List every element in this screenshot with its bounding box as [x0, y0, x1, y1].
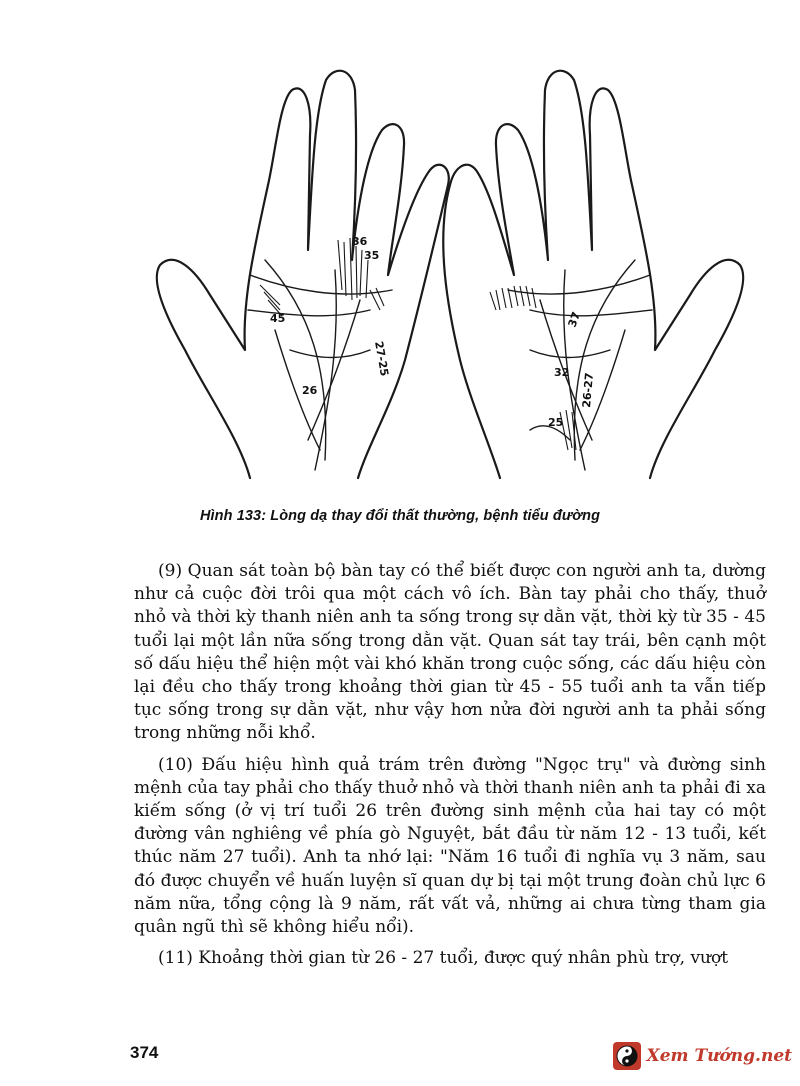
figure-caption: Hình 133: Lòng dạ thay đổi thất thường, bệnh tiểu đường [199, 508, 601, 524]
label-left-27-25: 27-25 [372, 340, 391, 378]
yin-yang-icon [613, 1042, 641, 1070]
paragraph-9: (9) Quan sát toàn bộ bàn tay có thể biết được con người anh ta, dường như cả cuộc đời trôi qua một cách vô ích. Bàn tay phải cho thấy, thuở nhỏ và thời kỳ thanh niên anh ta sống trong sự dằn vặt, thời kỳ từ 35 - 45 tuổi lại một lần nữa sống trong dằn vặt. Quan sát tay trái, bên cạnh một số dấu hiệu thể hiện một vài khó khăn trong cuộc sống, các dấu hiệu còn lại đều cho thấy trong khoảng thời gian từ 45 - 55 tuổi anh ta vẫn tiếp tục sống trong sự dằn vặt, như vậy hơn nửa đời người anh ta phải sống trong những nỗi khổ. [134, 561, 766, 744]
right-hand [443, 71, 743, 478]
label-right-32: 32 [554, 366, 570, 379]
watermark [613, 1040, 792, 1072]
label-right-25: 25 [548, 416, 564, 429]
label-left-36: 36 [352, 235, 368, 248]
label-left-35: 35 [364, 249, 380, 262]
paragraph-11: (11) Khoảng thời gian từ 26 - 27 tuổi, được quý nhân phù trợ, vượt [158, 948, 729, 969]
watermark-text: Xem Tướng.net [646, 1046, 792, 1066]
label-right-26-27: 26-27 [580, 372, 597, 409]
paragraph-10: (10) Đấu hiệu hình quả trám trên đường "Ngọc trụ" và đường sinh mệnh của tay phải cho thấy thuở nhỏ và thời thanh niên anh ta phải đi xa kiếm sống (ở vị trí tuổi 26 trên đường sinh mệnh của hai tay có một đường vân nghiêng về phía gò Nguyệt, bắt đầu từ năm 12 - 13 tuổi, kết thúc năm 27 tuổi). Anh ta nhớ lại: "Năm 16 tuổi đi nghĩa vụ 3 năm, sau đó được chuyển về huấn luyện sĩ quan dự bị tại một trung đoàn chủ lực 6 năm nữa, tổng cộng là 9 năm, rất vất vả, những ai chưa từng tham gia quân ngũ thì sẽ không hiểu nổi). [134, 754, 766, 938]
label-left-45: 45 [270, 312, 286, 325]
right-palm-lines [508, 260, 652, 470]
palm-drawing [130, 60, 750, 500]
page-number: 374 [130, 1043, 159, 1062]
left-hand [157, 71, 449, 478]
label-right-37: 37 [565, 310, 584, 330]
body-text [134, 560, 766, 978]
label-left-26: 26 [302, 384, 318, 397]
palm-illustration [130, 60, 750, 500]
